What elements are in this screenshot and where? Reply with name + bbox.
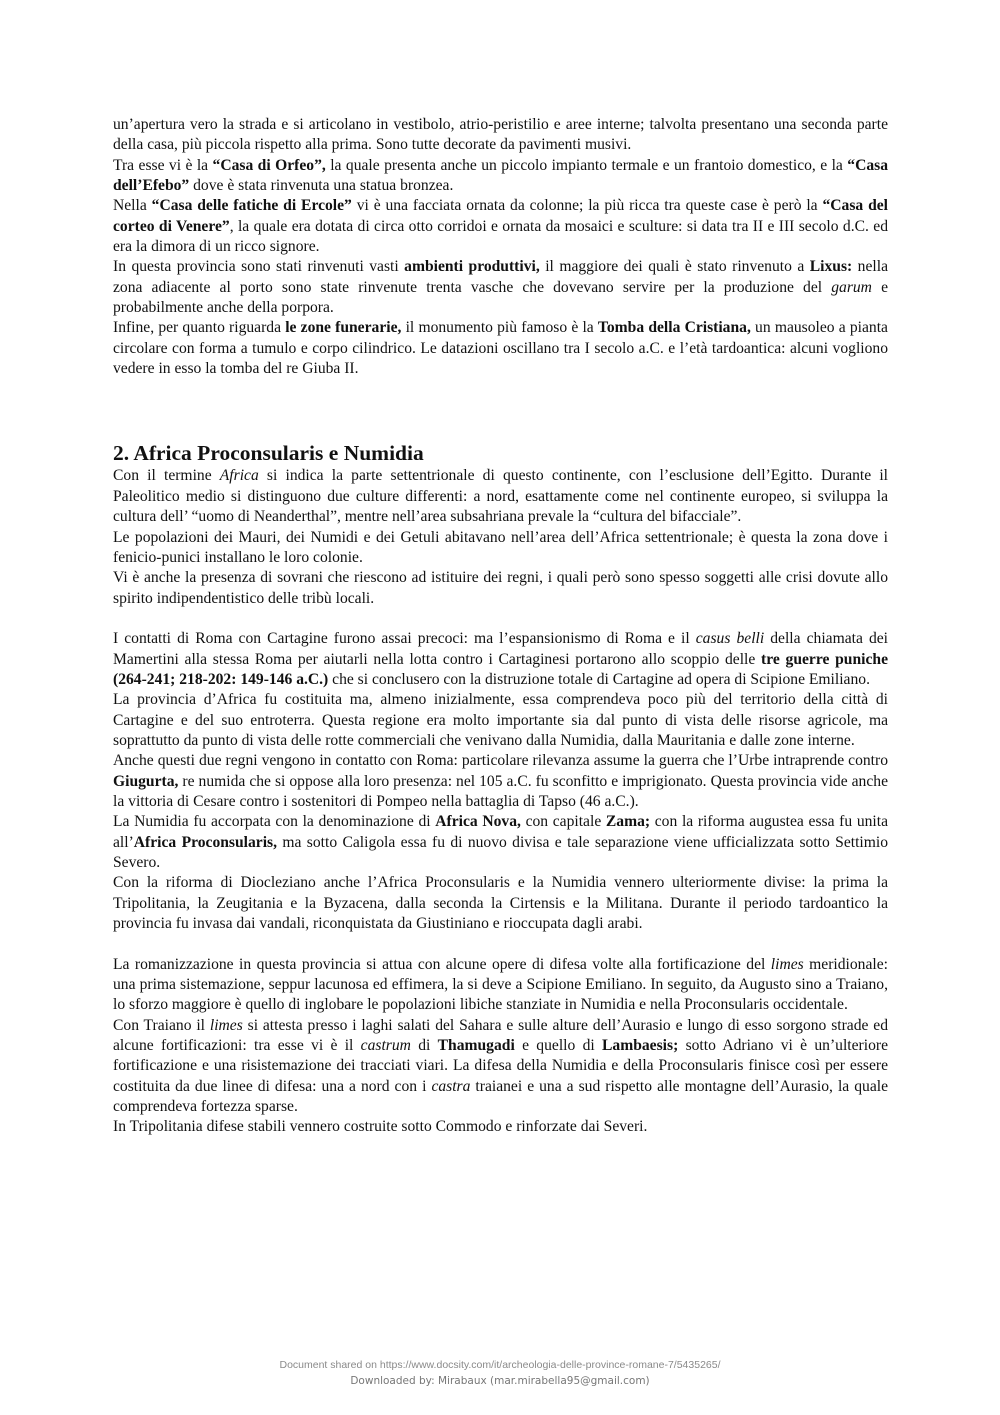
text-run: Le popolazioni dei Mauri, dei Numidi e dei Getuli abitavano nell’area dell’Africa settentrionale; è questa la zona dove i fenicio-punici installano le loro colonie. [113, 528, 888, 566]
paragraph [113, 690, 888, 751]
bold-term: Tomba della Cristiana, [597, 319, 751, 337]
paragraph [113, 873, 888, 934]
text-run: Anche questi due regni vengono in contatto con Roma: particolare rilevanza assume la guerra che l’Urbe intraprende contro [113, 752, 888, 770]
text-run: Con la riforma di Diocleziano anche l’Africa Proconsularis e la Numidia vennero ulteriormente divise: la prima la Tripolitania, la Zeugitania e la Byzacena, dalla seconda la Cirtensis e la Militana. Durante il periodo tardoantico la provincia fu invasa dai vandali, riconquistata da Giustiniano e rioccupata dagli arabi. [113, 874, 888, 933]
text-run: di [410, 1037, 438, 1055]
text-run: con capitale [520, 813, 606, 831]
bold-term: Giugurta, [113, 772, 179, 790]
text-run: nella zona adiacente al porto sono state rinvenute trenta vasche che dovevano servire per la produzione del [113, 258, 888, 296]
bold-term: tre guerre puniche (264-241; 218-202: 149-146 a.C.) [113, 650, 888, 688]
text-run: Tra esse vi è la [113, 156, 213, 174]
text-run: meridionale: una prima sistemazione, seppur lacunosa ed effimera, la si deve a Scipione Emiliano. In seguito, da Augusto sino a Traiano, lo sforzo maggiore è quello di inglobare le popolazioni libiche stanziate in Numidia e nella Proconsularis occidentale. [113, 955, 888, 1014]
text-run: un’apertura vero la strada e si articolano in vestibolo, atrio-peristilio e aree interne; talvolta presentano una seconda parte della casa, più piccola rispetto alla prima. Sono tutte decorate da pavimenti musivi. [113, 116, 888, 154]
text-run: ma sotto Caligola essa fu di nuovo divisa e tale separazione viene ufficializzata sotto Settimio Severo. [113, 833, 888, 871]
text-run: un mausoleo a pianta circolare con forma a tumulo e corpo cilindrico. Le datazioni oscillano tra I secolo a.C. e l’età tardoantica: alcuni vogliono vedere in esso la tomba del re Giuba II. [113, 319, 888, 378]
text-run: il monumento più famoso è la [401, 319, 598, 337]
text-run: Nella [113, 197, 152, 215]
bold-term: le zone funerarie, [285, 319, 402, 337]
italic-term: castrum [360, 1037, 411, 1055]
text-run: La romanizzazione in questa provincia si attua con alcune opere di difesa volte alla fortificazione del [113, 955, 771, 973]
text-run: re numida che si oppose alla loro presenza: nel 105 a.C. fu sconfitto e imprigionato. Questa provincia vide anche la vittoria di Cesare contro i sostenitori di Pompeo nella battaglia di Tapso (46 a.C.). [113, 772, 888, 810]
text-run: traianei e una a sud rispetto alle montagne dell’Aurasio, la quale comprendeva fortezza sparse. [113, 1077, 888, 1116]
footer-shared-link[interactable]: Document shared on https://www.docsity.com/it/archeologia-delle-province-romane-7/5435265/ [279, 1359, 721, 1371]
text-run: dove è stata rinvenuta una statua bronzea. [189, 177, 454, 195]
text-run: La provincia d’Africa fu costituita ma, almeno inizialmente, essa comprendeva poco più del territorio della città di Cartagine e del suo entroterra. Questa regione era molto importante sia dal punto di vista delle risorse agricole, ma soprattutto da punto di vista delle rotte commerciali che venivano dalla Numidia, dalla Mauritania e dalle zone interne. [113, 691, 888, 749]
text-run: della chiamata dei Mamertini alla stessa Roma per aiutarli nella lotta contro i Cartaginesi portarono allo scoppio delle [113, 630, 888, 668]
text-run: e quello di [514, 1037, 603, 1055]
italic-term: castra [431, 1077, 471, 1095]
bold-term: ambienti produttivi, [404, 258, 540, 276]
section-history-text [113, 629, 888, 934]
bold-term: Africa Proconsularis, [133, 833, 278, 851]
bold-term: Thamugadi [437, 1037, 515, 1055]
section-houses-text [113, 115, 888, 379]
paragraph [113, 466, 888, 527]
text-run: Infine, per quanto riguarda [113, 319, 286, 337]
paragraph [113, 568, 888, 609]
text-run: In questa provincia sono stati rinvenuti vasti [113, 258, 405, 276]
text-run: In Tripolitania difese stabili vennero costruite sotto Commodo e rinforzate dai Severi. [113, 1118, 648, 1136]
text-run: I contatti di Roma con Cartagine furono assai precoci: ma l’espansionismo di Roma e il [113, 630, 696, 648]
section-heading: 2. Africa Proconsularis e Numidia [113, 441, 424, 466]
bold-term: Lixus: [809, 258, 853, 276]
text-run: vi è una facciata ornata da colonne; la più ricca tra queste case è però la [351, 197, 823, 215]
text-run: Con Traiano il [113, 1016, 210, 1034]
paragraph [113, 812, 888, 873]
text-run: Con il termine [113, 467, 220, 485]
text-run: Vi è anche la presenza di sovrani che riescono ad istituire dei regni, i quali però sono spesso soggetti alle crisi dovute allo spirito indipendentistico delle tribù locali. [113, 569, 888, 607]
paragraph [113, 318, 888, 379]
italic-term: casus belli [695, 630, 765, 648]
text-run: con la riforma augustea essa fu unita all’ [113, 813, 889, 851]
bold-term: “Casa delle fatiche di Ercole” [151, 197, 352, 215]
paragraph [113, 156, 888, 197]
bold-term: Lambaesis; [602, 1037, 679, 1055]
paragraph [113, 257, 888, 318]
text-run: sotto Adriano vi è un’ulteriore fortificazione e una risistemazione dei tracciati viari. La difesa della Numidia e della Proconsularis finisce così per essere costituita da due linee di difesa: una a nord con i [113, 1037, 888, 1095]
text-run: si attesta presso i laghi salati del Sahara e sulle alture dell’Aurasio e lungo di esso sorgono strade ed alcune fortificazioni: tra esse vi è il [113, 1016, 888, 1055]
paragraph [113, 1117, 888, 1137]
bold-term: “Casa del corteo di Venere” [113, 197, 888, 235]
italic-term: limes [209, 1016, 243, 1034]
paragraph [113, 751, 888, 812]
bold-term: “Casa dell’Efebo” [113, 156, 888, 195]
bold-term: Africa Nova, [435, 813, 521, 831]
section-intro-text [113, 466, 888, 608]
italic-term: limes [770, 955, 804, 973]
paragraph [113, 528, 888, 569]
text-run: il maggiore dei quali è stato rinvenuto a [539, 258, 810, 276]
document-body [113, 115, 888, 1138]
text-run: si indica la parte settentrionale di questo continente, con l’esclusione dell’Egitto. Durante il Paleolitico medio si distinguono due culture differenti: a nord, esattamente come nel continente europeo, si sviluppa la cultura dell’ “uomo di Neanderthal”, mentre nell’area subsahriana prevale la “cultura del bifacciale”. [113, 467, 888, 526]
bold-term: Zama; [605, 813, 651, 831]
paragraph [113, 955, 888, 1016]
paragraph [113, 115, 888, 156]
text-run: La Numidia fu accorpata con la denominazione di [113, 813, 436, 831]
italic-term: garum [831, 278, 872, 296]
footer-downloaded-by: Downloaded by: Mirabaux (mar.mirabella95@gmail.com) [350, 1375, 650, 1387]
paragraph [113, 1016, 888, 1118]
paragraph [113, 629, 888, 690]
text-run: che si conclusero con la distruzione totale di Cartagine ad opera di Scipione Emiliano. [328, 670, 870, 688]
bold-term: “Casa di Orfeo”, [212, 156, 326, 174]
text-run: la quale presenta anche un piccolo impianto termale e un frantoio domestico, e la [325, 156, 848, 174]
text-run: e probabilmente anche della porpora. [113, 278, 888, 317]
paragraph [113, 196, 888, 257]
section-romanization-text [113, 955, 888, 1138]
text-run: , la quale era dotata di circa otto corridoi e ornata da mosaici e sculture: si data tra II e III secolo d.C. ed era la dimora di un ricco signore. [113, 217, 888, 256]
italic-term: Africa [219, 467, 259, 485]
